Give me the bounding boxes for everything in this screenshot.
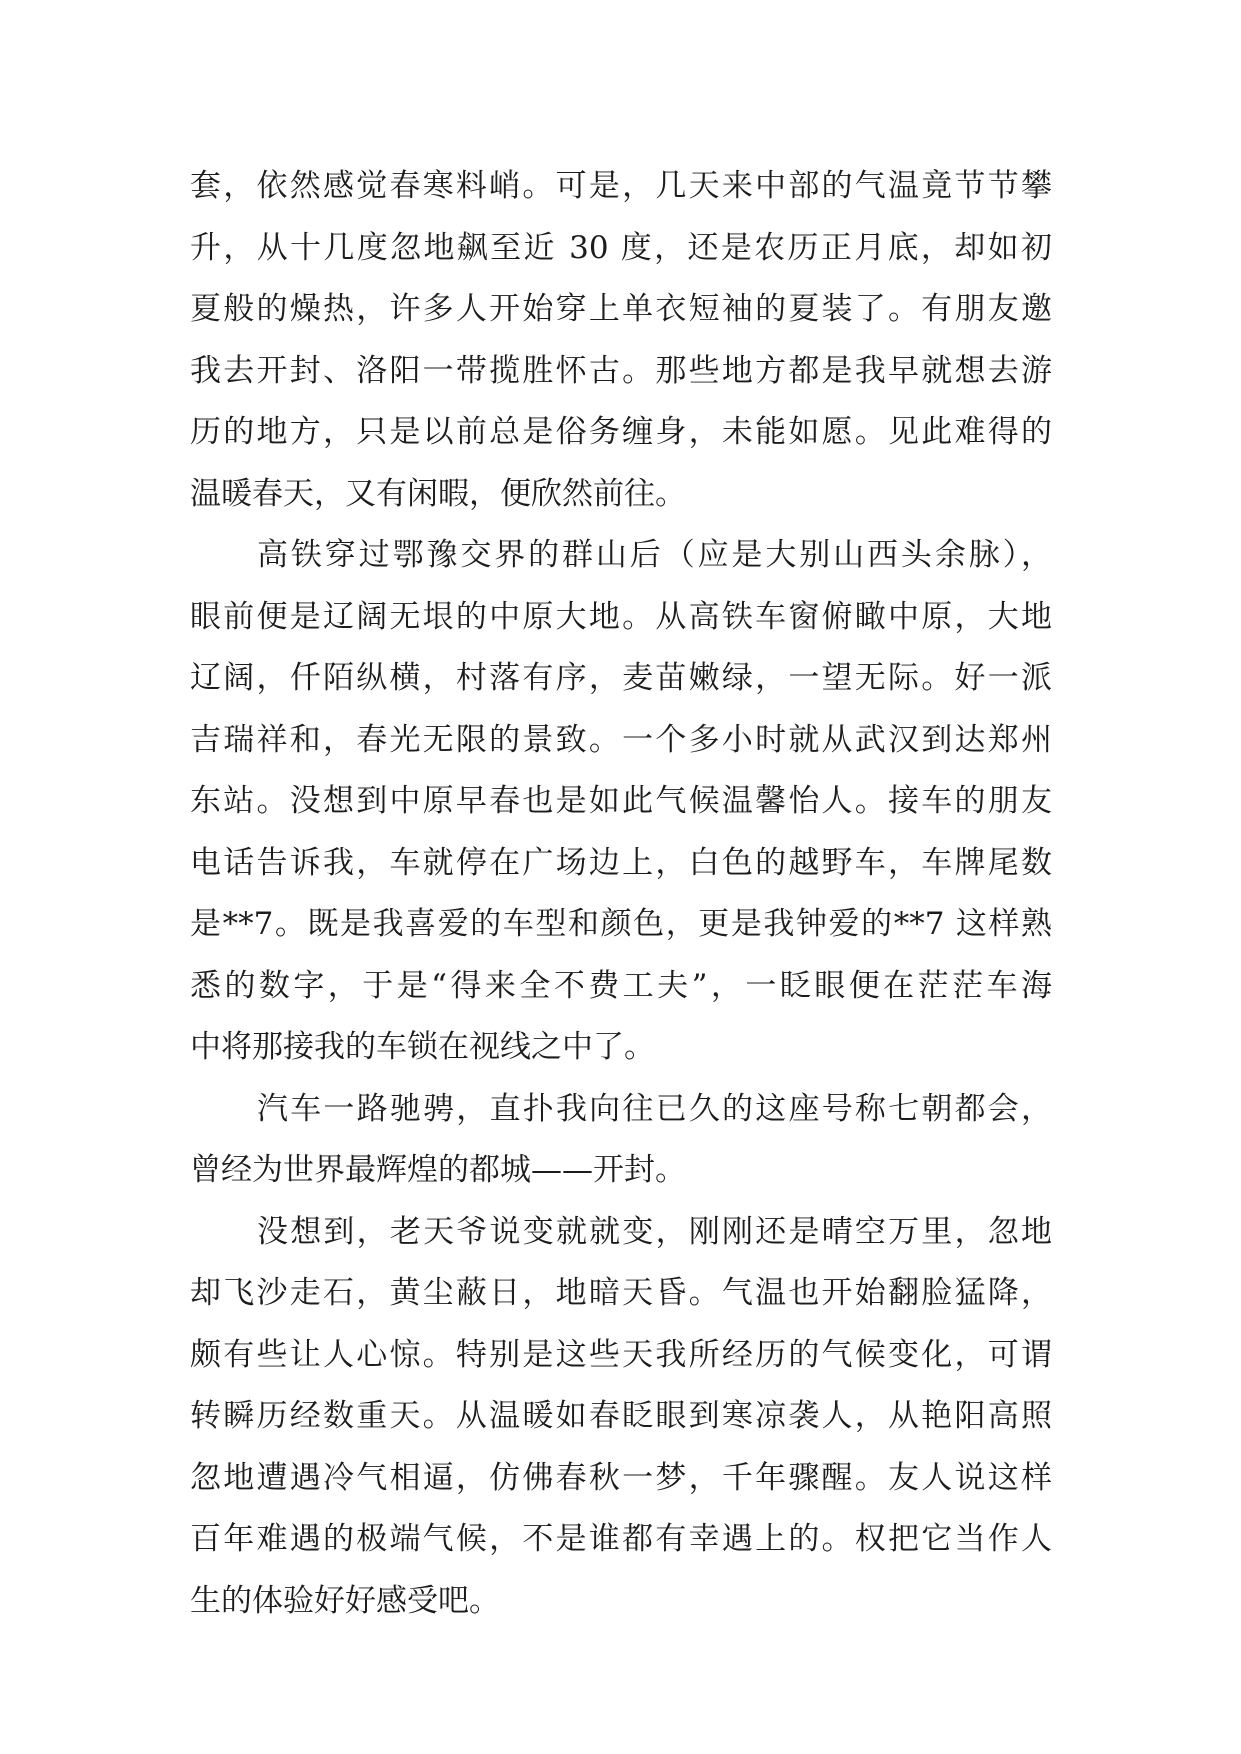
- text-line: 没想到，老天爷说变就就变，刚刚还是晴空万里，忽地: [257, 1213, 1052, 1250]
- text-line: 百年难遇的极端气候，不是谁都有幸遇上的。权把它当作人: [190, 1521, 1052, 1557]
- text-line: 颇有些让人心惊。特别是这些天我所经历的气候变化，可谓: [190, 1336, 1052, 1373]
- text-line: 辽阔，仟陌纵横，村落有序，麦苗嫩绿，一望无际。好一派: [190, 660, 1052, 696]
- text-line: 是**7。既是我喜爱的车型和颜色，更是我钟爱的**7 这样熟: [190, 906, 1052, 942]
- text-line: 中将那接我的车锁在视线之中了。: [190, 1029, 655, 1065]
- text-line: 汽车一路驰骋，直扑我向往已久的这座号称七朝都会，: [257, 1090, 1052, 1127]
- text-line: 套，依然感觉春寒料峭。可是，几天来中部的气温竟节节攀: [190, 168, 1052, 204]
- text-line: 生的体验好好感受吧。: [190, 1582, 500, 1619]
- document-body: [190, 156, 1052, 1632]
- text-line: 我去开封、洛阳一带揽胜怀古。那些地方都是我早就想去游: [190, 352, 1052, 389]
- text-line: 温暖春天，又有闲暇，便欣然前往。: [190, 475, 686, 512]
- text-line: 升，从十几度忽地飙至近 30 度，还是农历正月底，却如初: [190, 229, 1052, 266]
- paragraph-4: [190, 1202, 1052, 1633]
- text-line: 高铁穿过鄂豫交界的群山后（应是大别山西头余脉），: [257, 537, 1052, 573]
- text-line: 转瞬历经数重天。从温暖如春眨眼到寒凉袭人，从艳阳高照: [190, 1398, 1052, 1434]
- text-line: 历的地方，只是以前总是俗务缠身，未能如愿。见此难得的: [190, 414, 1052, 450]
- paragraph-3: [190, 1079, 1052, 1202]
- text-line: 电话告诉我，车就停在广场边上，白色的越野车，车牌尾数: [190, 844, 1052, 881]
- text-line: 悉的数字，于是“得来全不费工夫”，一眨眼便在茫茫车海: [190, 967, 1052, 1004]
- text-line: 曾经为世界最辉煌的都城——开封。: [190, 1152, 686, 1188]
- text-line: 眼前便是辽阔无垠的中原大地。从高铁车窗俯瞰中原，大地: [190, 598, 1052, 635]
- text-line: 东站。没想到中原早春也是如此气候温馨怡人。接车的朋友: [190, 783, 1052, 819]
- text-line: 吉瑞祥和，春光无限的景致。一个多小时就从武汉到达郑州: [190, 721, 1052, 758]
- text-line: 夏般的燥热，许多人开始穿上单衣短袖的夏装了。有朋友邀: [190, 291, 1052, 327]
- text-line: 却飞沙走石，黄尘蔽日，地暗天昏。气温也开始翻脸猛降，: [190, 1275, 1052, 1311]
- text-line: 忽地遭遇冷气相逼，仿佛春秋一梦，千年骤醒。友人说这样: [190, 1459, 1052, 1496]
- paragraph-1: [190, 156, 1052, 525]
- paragraph-2: [190, 525, 1052, 1079]
